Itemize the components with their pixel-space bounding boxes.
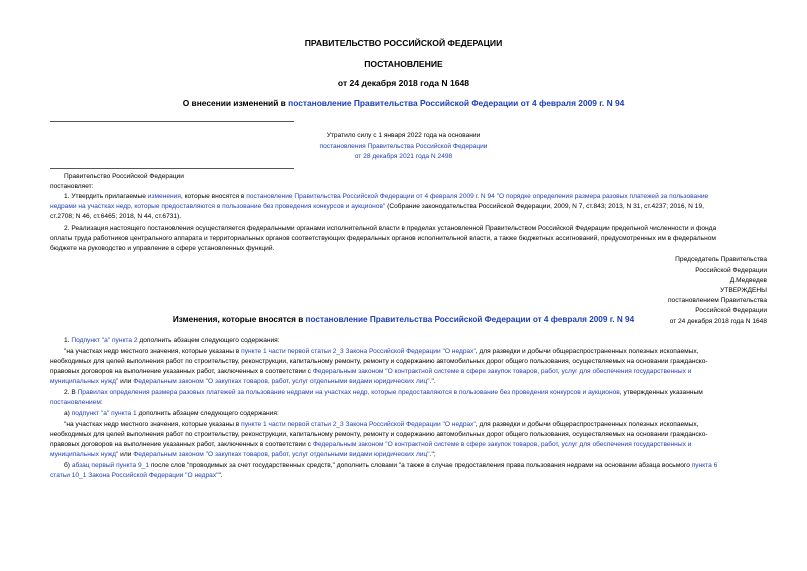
paragraph-2-line: бюджете на руководство и управление в сфере установленных функций. [50,245,275,252]
law-link[interactable]: муниципальных нужд" [50,451,119,458]
expiry-notice-line: Утратило силу с 1 января 2022 года на основании [326,132,481,139]
approved-line: постановлением Правительства [667,297,767,304]
quote-line: муниципальных нужд" или Федеральным законом "О закупках товаров, работ, услуг отдельными видами юридических лиц"."; [50,451,436,458]
law-link[interactable]: пункте 1 части первой статьи 2_3 Закона Российской Федерации "О недрах" [241,348,476,355]
approved-line: от 24 декабря 2018 года N 1648 [669,318,767,325]
document-date-number: от 24 декабря 2018 года N 1648 [337,78,470,88]
paragraph-2-line: 2. Реализация настоящего постановления осуществляется федеральными органами исполнительной власти в пределах установленной Правительством Российской Федерации предельной численности и фонда [64,225,717,232]
paragraph-1-line: 1. Утвердить прилагаемые изменения, которые вносятся в постановление Правительства Российской Федерации от 4 февраля 2009 г. N 94 "О порядке определения размера разовых платежей за пользование [64,193,709,200]
quote-line: правовых договоров на выполнение указанных работ, заключенных в соответствии с Федеральным законом "О контрактной системе в сфере закупок товаров, работ, услуг для обеспечения государственных и [50,368,692,375]
law-link[interactable]: Федеральным законом "О закупках товаров, работ, услуг отдельными видами юридических лиц" [133,451,430,458]
expiry-notice-link[interactable]: постановления Правительства Российской Федерации [319,143,488,150]
quote-line: необходимых для целей выполнения работ по строительству, реконструкции, капитальному ремонту, ремонту и содержанию автомобильных дорог общего пользования, осуществляемых на основании гражданско- [50,358,708,365]
document-type: ПОСТАНОВЛЕНИЕ [364,59,443,69]
changes-title: Изменения, которые вносятся в постановление Правительства Российской Федерации от 4 февраля 2009 г. N 94 [172,315,635,324]
signature-line: Российской Федерации [695,267,767,274]
changes-link[interactable]: изменения [147,193,181,200]
law-link[interactable]: пункте 1 части первой статьи 2_3 Закона Российской Федерации "О недрах" [241,421,476,428]
resolution-link[interactable]: недрами на участках недр, которые предоставляются в пользование без проведения конкурсов и аукционов" [50,203,386,210]
change-2a-line: а) подпункт "а" пункта 1 дополнить абзацем следующего содержания: [64,410,279,417]
change-2-line: постановлением: [50,399,103,406]
government-heading: ПРАВИТЕЛЬСТВО РОССИЙСКОЙ ФЕДЕРАЦИИ [304,38,503,48]
law-link[interactable]: Федеральным законом "О контрактной системе в сфере закупок товаров, работ, услуг для обеспечения государственных и [312,441,692,448]
signature-line: Председатель Правительства [675,256,767,263]
resolution-link[interactable]: постановление Правительства Российской Федерации от 4 февраля 2009 г. N 94 "О порядке определения размера разовых платежей за пользование [246,193,709,200]
divider [50,121,294,122]
rules-link[interactable]: Правилах определения размера разовых платежей за пользование недрами на участках недр, которые предоставляются в пользование без проведения конкурсов и аукционов [77,389,620,396]
clause-link[interactable]: абзац первый пункта 9_1 [71,462,149,469]
quote-line: муниципальных нужд" или Федеральным законом "О закупках товаров, работ, услуг отдельными видами юридических лиц".". [50,378,436,385]
subclause-link[interactable]: подпункт "а" пункта 1 [71,410,137,417]
law-link[interactable]: Федеральным законом "О закупках товаров, работ, услуг отдельными видами юридических лиц" [133,378,430,385]
title-prefix: О внесении изменений в [182,98,289,108]
paragraph-1-line: недрами на участках недр, которые предоставляются в пользование без проведения конкурсов и аукционов" (Собрание законодательства Российской Федерации, 2009, N 7, ст.843; 2013, N 31, ст.4237; 2016, N 19, [50,203,704,210]
law-link[interactable]: муниципальных нужд" [50,378,119,385]
change-2b-line: статьи 10_1 Закона Российской Федерации "О недрах"". [50,472,223,479]
quote-line: "на участках недр местного значения, которые указаны в пункте 1 части первой статьи 2_3 Закона Российской Федерации "О недрах", для разведки и добычи общераспространенных полезных ископаемых, [64,421,699,428]
law-link[interactable]: Федеральным законом "О контрактной системе в сфере закупок товаров, работ, услуг для обеспечения государственных и [312,368,692,375]
preamble-line: постановляет: [50,183,94,190]
clause-link[interactable]: пункта 6 [691,462,718,469]
paragraph-1-line: ст.2708; N 46, ст.6465; 2018, N 44, ст.6731). [50,213,182,220]
quote-line: необходимых для целей выполнения работ по строительству, реконструкции, капитальному ремонту, ремонту и содержанию автомобильных дорог общего пользования, осуществляемых на основании гражданско- [50,431,708,438]
change-2-line: 2. В Правилах определения размера разовых платежей за пользование недрами на участках недр, которые предоставляются в пользование без проведения конкурсов и аукционов, утвержденных указанным [64,389,703,396]
subclause-link[interactable]: Подпункт "а" пункта 2 [71,337,138,344]
law-link[interactable]: статьи 10_1 Закона Российской Федерации "О недрах" [50,472,219,479]
changes-title-link[interactable]: постановление Правительства Российской Федерации от 4 февраля 2009 г. N 94 [305,315,635,324]
approved-line: УТВЕРЖДЕНЫ [720,287,767,294]
preamble-line: Правительство Российской Федерации [64,173,184,180]
quote-line: правовых договоров на выполнение указанных работ, заключенных в соответствии с Федеральным законом "О контрактной системе в сфере закупок товаров, работ, услуг для обеспечения государственных и [50,441,692,448]
divider [50,168,294,169]
paragraph-2-line: оплаты труда работников центрального аппарата и территориальных органов соответствующих федеральных органов исполнительной власти, а также бюджетных ассигнований, предусмотренных им в федеральном [50,235,716,242]
signature-name: Д.Медведев [729,277,767,284]
quote-line: "на участках недр местного значения, которые указаны в пункте 1 части первой статьи 2_3 Закона Российской Федерации "О недрах", для разведки и добычи общераспространенных полезных ископаемых, [64,348,699,355]
change-1-line: 1. Подпункт "а" пункта 2 дополнить абзацем следующего содержания: [64,337,280,344]
expiry-notice-link[interactable]: от 28 декабря 2021 года N 2498 [354,153,453,160]
change-2b-line: б) абзац первый пункта 9_1 после слов "проводимых за счет государственных средств," дополнить словами "а также в случае предоставления права пользования недрами на основании абзаца восьмого пункта 6 [64,462,718,469]
resolution-link[interactable]: постановлением [50,399,101,406]
title-link[interactable]: постановление Правительства Российской Федерации от 4 февраля 2009 г. N 94 [288,98,625,108]
document-title [0,98,807,108]
approved-line: Российской Федерации [695,307,767,314]
